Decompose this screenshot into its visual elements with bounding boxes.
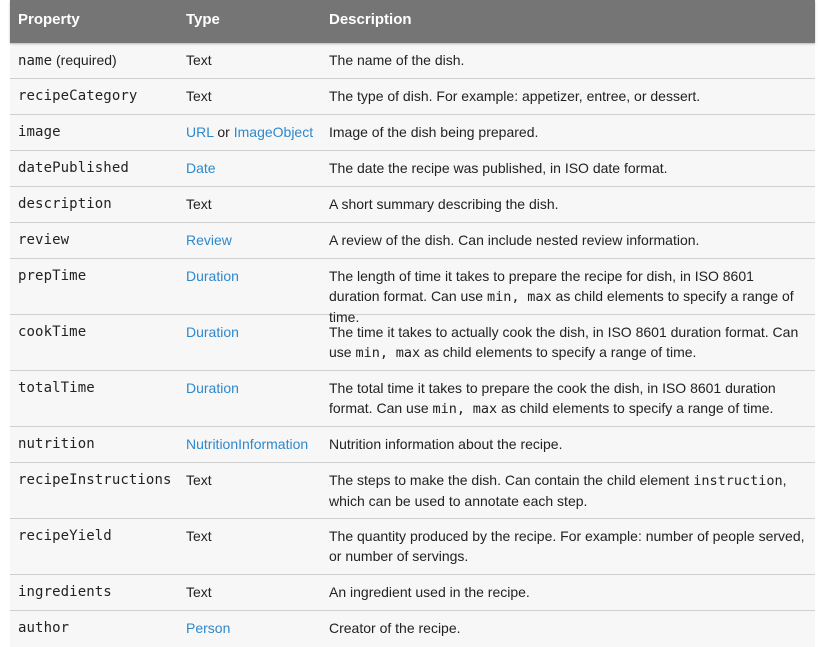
property-name: author	[18, 620, 70, 636]
table-row	[10, 43, 815, 79]
table-row	[10, 151, 815, 187]
description-text-end: as child elements to specify a range of time.	[420, 344, 697, 360]
code-max: max	[472, 401, 498, 417]
table-row	[10, 115, 815, 151]
description-cell: The name of the dish.	[329, 52, 465, 68]
description-text: The total time it takes to prepare the cook the dish, in ISO 8601 duration format. Can use	[329, 380, 776, 416]
header-property: Property	[18, 11, 80, 28]
description-cell: Creator of the recipe.	[329, 620, 461, 636]
description-cell	[321, 259, 815, 325]
type-cell	[178, 115, 321, 150]
property-name: recipeYield	[18, 528, 112, 544]
property-required-note: (required)	[52, 52, 117, 68]
description-cell: A short summary describing the dish.	[329, 196, 559, 212]
property-name: recipeInstructions	[18, 472, 172, 488]
type-link-imageobject[interactable]: ImageObject	[233, 124, 314, 140]
type-cell: Text	[186, 88, 212, 104]
table-header	[10, 0, 815, 43]
description-cell	[321, 371, 815, 426]
table-row	[10, 187, 815, 223]
type-link-duration[interactable]: Duration	[186, 268, 239, 284]
type-link-review[interactable]: Review	[186, 232, 232, 248]
type-link-nutritioninformation[interactable]: NutritionInformation	[186, 436, 309, 452]
type-cell: Text	[186, 584, 212, 600]
description-cell	[321, 463, 815, 518]
type-link-duration[interactable]: Duration	[186, 380, 239, 396]
property-cell	[10, 43, 178, 78]
description-text: The time it takes to actually cook the dish, in ISO 8601 duration format. Can use	[329, 324, 799, 360]
property-name: recipeCategory	[18, 88, 138, 104]
description-cell: The date the recipe was published, in ISO date format.	[329, 160, 668, 176]
table-row	[10, 371, 815, 427]
code-min: min,	[486, 289, 520, 305]
description-text-end: , which can be used to annotate each step.	[329, 472, 787, 509]
type-or-text: or	[213, 124, 234, 140]
properties-table	[10, 0, 815, 647]
table-row	[10, 259, 815, 325]
property-name: description	[18, 196, 112, 212]
type-cell: Text	[186, 472, 212, 488]
property-name: cookTime	[18, 324, 87, 340]
description-text-end: as child elements to specify a range of time.	[329, 288, 794, 325]
description-cell	[321, 315, 815, 370]
table-row	[10, 315, 815, 371]
description-cell: Nutrition information about the recipe.	[329, 436, 563, 452]
type-cell: Text	[186, 52, 212, 68]
description-text: The length of time it takes to prepare the recipe for dish, in ISO 8601 duration format. Can use	[329, 268, 754, 304]
property-name: review	[18, 232, 70, 248]
header-description: Description	[329, 11, 412, 28]
type-link-url[interactable]: URL	[186, 124, 214, 140]
description-cell: Image of the dish being prepared.	[329, 124, 539, 140]
description-text: The steps to make the dish. Can contain the child element	[329, 472, 694, 488]
type-link-person[interactable]: Person	[186, 620, 231, 636]
description-cell: A review of the dish. Can include nested review information.	[329, 232, 700, 248]
header-type: Type	[186, 11, 220, 28]
code-max: max	[395, 345, 421, 361]
code-max: max	[527, 289, 552, 305]
property-name: totalTime	[18, 380, 95, 396]
description-cell: The type of dish. For example: appetizer, entree, or dessert.	[329, 88, 701, 104]
table-row	[10, 575, 815, 611]
table-row	[10, 519, 815, 575]
table-row	[10, 463, 815, 519]
description-cell: The quantity produced by the recipe. For example: number of people served, or number of servings.	[329, 528, 805, 564]
property-name: prepTime	[18, 268, 87, 284]
type-link-duration[interactable]: Duration	[186, 324, 239, 340]
type-cell: Text	[186, 196, 212, 212]
table-row	[10, 223, 815, 259]
description-text-end: as child elements to specify a range of time.	[497, 400, 774, 416]
code-min: min,	[355, 345, 388, 361]
type-cell: Text	[186, 528, 212, 544]
property-name: nutrition	[18, 436, 95, 452]
property-name: datePublished	[18, 160, 129, 176]
type-link-date[interactable]: Date	[186, 160, 216, 176]
table-row	[10, 79, 815, 115]
table-row	[10, 427, 815, 463]
description-cell: An ingredient used in the recipe.	[329, 584, 530, 600]
property-name: name	[18, 53, 53, 69]
code-min: min,	[432, 401, 466, 417]
property-name: image	[18, 124, 61, 140]
table-row	[10, 611, 815, 647]
code-instruction: instruction	[693, 473, 783, 489]
property-name: ingredients	[18, 584, 112, 600]
